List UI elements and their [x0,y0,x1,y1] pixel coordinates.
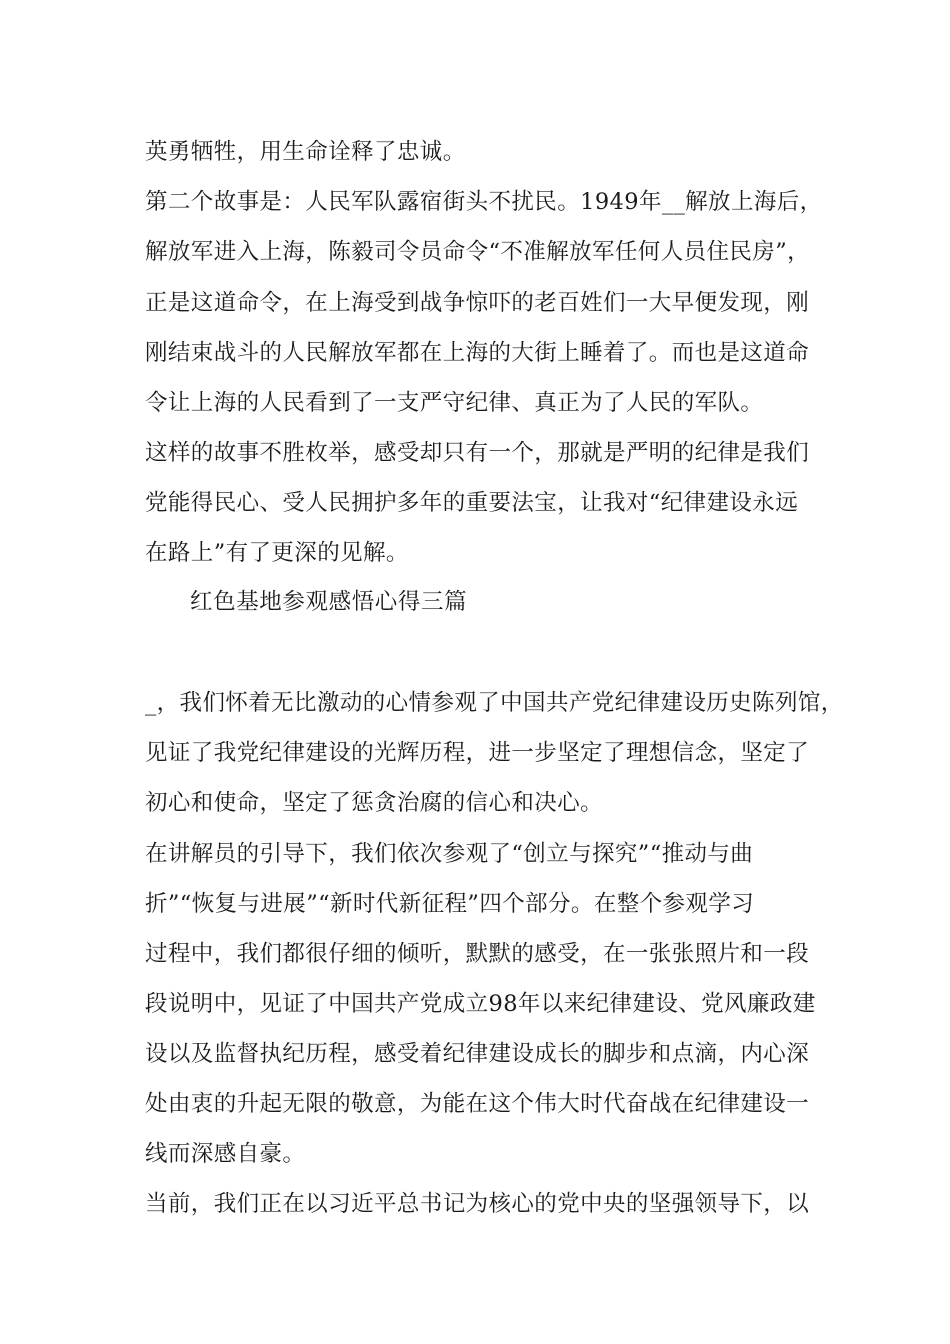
paragraph-line: 在路上”有了更深的见解。 [145,540,409,566]
paragraph-line: 这样的故事不胜枚举，感受却只有一个，那就是严明的纪律是我们 [145,440,810,466]
paragraph-line: 第二个故事是：人民军队露宿街头不扰民。1949年__解放上海后， [145,189,823,215]
paragraph-line: 党能得民心、受人民拥护多年的重要法宝，让我对“纪律建设永远 [145,490,799,516]
section-title: 红色基地参观感悟心得三篇 [190,589,468,615]
paragraph-line: 处由衷的升起无限的敬意，为能在这个伟大时代奋战在纪律建设一 [145,1091,810,1117]
paragraph-line: 令让上海的人民看到了一支严守纪律、真正为了人民的军队。 [145,390,764,416]
paragraph-line: 正是这道命令，在上海受到战争惊吓的老百姓们一大早便发现，刚 [145,290,810,316]
paragraph-line: 线而深感自豪。 [145,1141,306,1167]
paragraph-line: 在讲解员的引导下，我们依次参观了“创立与探究”“推动与曲 [145,841,754,867]
paragraph-line: 刚结束战斗的人民解放军都在上海的大街上睡着了。而也是这道命 [145,340,810,366]
paragraph-line: 见证了我党纪律建设的光辉历程，进一步坚定了理想信念，坚定了 [145,740,810,766]
paragraph-line: 过程中，我们都很仔细的倾听，默默的感受，在一张张照片和一段 [145,941,810,967]
paragraph-line: 设以及监督执纪历程，感受着纪律建设成长的脚步和点滴，内心深 [145,1041,810,1067]
paragraph-line: 英勇牺牲，用生命诠释了忠诚。 [145,139,466,165]
paragraph-line: 段说明中，见证了中国共产党成立98年以来纪律建设、党风廉政建 [145,991,816,1017]
paragraph-line: 初心和使命，坚定了惩贪治腐的信心和决心。 [145,790,604,816]
paragraph-line: 折”“恢复与进展”“新时代新征程”四个部分。在整个参观学习 [145,891,755,917]
paragraph-line: 解放军进入上海，陈毅司令员命令“不准解放军任何人员住民房”， [145,239,811,265]
paragraph-line: 当前，我们正在以习近平总书记为核心的党中央的坚强领导下，以 [145,1191,810,1217]
paragraph-line: _，我们怀着无比激动的心情参观了中国共产党纪律建设历史陈列馆， [145,690,844,716]
